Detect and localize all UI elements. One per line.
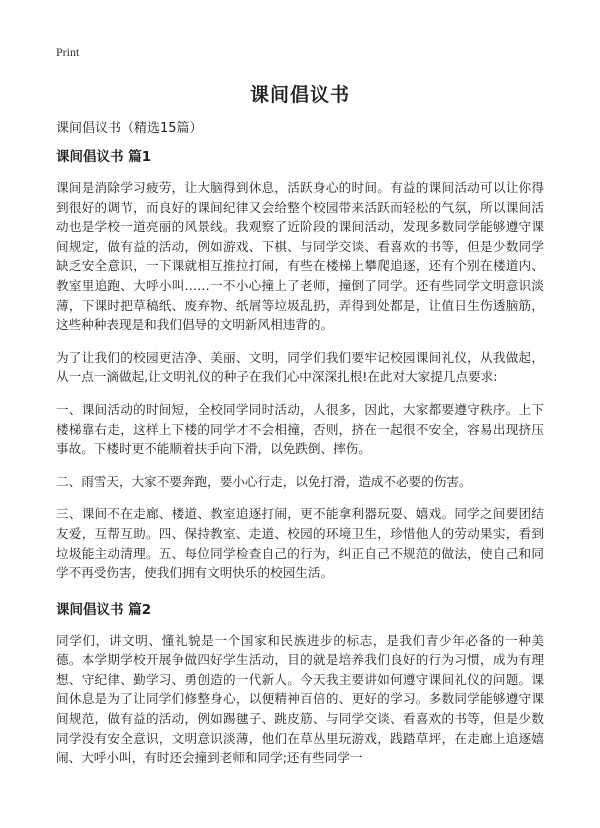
document-body <box>56 120 544 781</box>
page-title: 课间倡议书 <box>249 84 350 106</box>
paragraph: 为了让我们的校园更洁净、美丽、文明，同学们我们要牢记校园课间礼仪，从我做起，从一点一滴做起,让文明礼仪的种子在我们心中深深扎根!在此对大家提几点要求: <box>56 349 544 385</box>
paragraph: 二、雨雪天，大家不要奔跑，要小心行走，以免打滑，造成不必要的伤害。 <box>56 473 472 489</box>
section-heading: 课间倡议书 篇2 <box>56 601 152 618</box>
section-2 <box>56 600 544 768</box>
paragraph: 三、课间不在走廊、楼道、教室追逐打闹，更不能拿利器玩耍、嬉戏。同学之间要团结友爱，互帮互助。四、保持教室、走道、校园的环境卫生，珍惜他人的劳动果实，看到垃圾能主动清理。五、每位同学检查自己的行为，纠正自己不规范的做法，使自己和同学不再受伤害，使我们拥有文明快乐的校园生活。 <box>56 506 544 581</box>
document-subtitle: 课间倡议书（精选15篇） <box>56 121 203 136</box>
paragraph: 课间是消除学习疲劳，让大脑得到休息，活跃身心的时间。有益的课间活动可以让你得到很好的调节，而良好的课间纪律又会给整个校园带来活跃而轻松的气氛，所以课间活动也是学校一道亮丽的风景线。我观察了近阶段的课间活动，发现多数同学能够遵守课间规定，做有益的活动，例如游戏、下棋、与同学交谈、看喜欢的书等，但是少数同学缺乏安全意识，一下课就相互推拉打闹，有些在楼梯上攀爬追逐，还有个别在楼道内、教室里追跑、大呼小叫……一不小心撞上了老师，撞倒了同学。还有些同学文明意识淡薄，下课时把草稿纸、废弃物、纸屑等垃圾乱扔，弄得到处都是，让值日生伤透脑筋，这些种种表现是和我们倡导的文明新风相违背的。 <box>56 180 544 333</box>
paragraph: 一、课间活动的时间短，全校同学同时活动，人很多，因此，大家都要遵守秩序。上下楼梯靠右走，这样上下楼的同学才不会相撞，否则，挤在一起很不安全，容易出现挤压事故。下楼时更不能顺着扶手向下滑，以免跌倒、摔伤。 <box>56 401 544 457</box>
section-heading: 课间倡议书 篇1 <box>56 149 152 165</box>
print-label[interactable]: Print <box>56 45 80 59</box>
section-1 <box>56 147 544 583</box>
paragraph: 同学们，讲文明、懂礼貌是一个国家和民族进步的标志，是我们青少年必备的一种美德。本学期学校开展争做四好学生活动，目的就是培养我们良好的行为习惯，成为有理想、守纪律、勤学习、勇创造的一代新人。今天我主要讲如何遵守课间礼仪的问题。课间休息是为了让同学们修整身心，以便精神百倍的、更好的学习。多数同学能够遵守课间规范，做有益的活动，例如踢毽子、跳皮筋、与同学交谈、看喜欢的书等，但是少数同学没有安全意识，文明意识淡薄，他们在草丛里玩游戏，践踏草坪，在走廊上追逐嬉闹、大呼小叫，有时还会撞到老师和同学;还有些同学一 <box>56 632 544 766</box>
